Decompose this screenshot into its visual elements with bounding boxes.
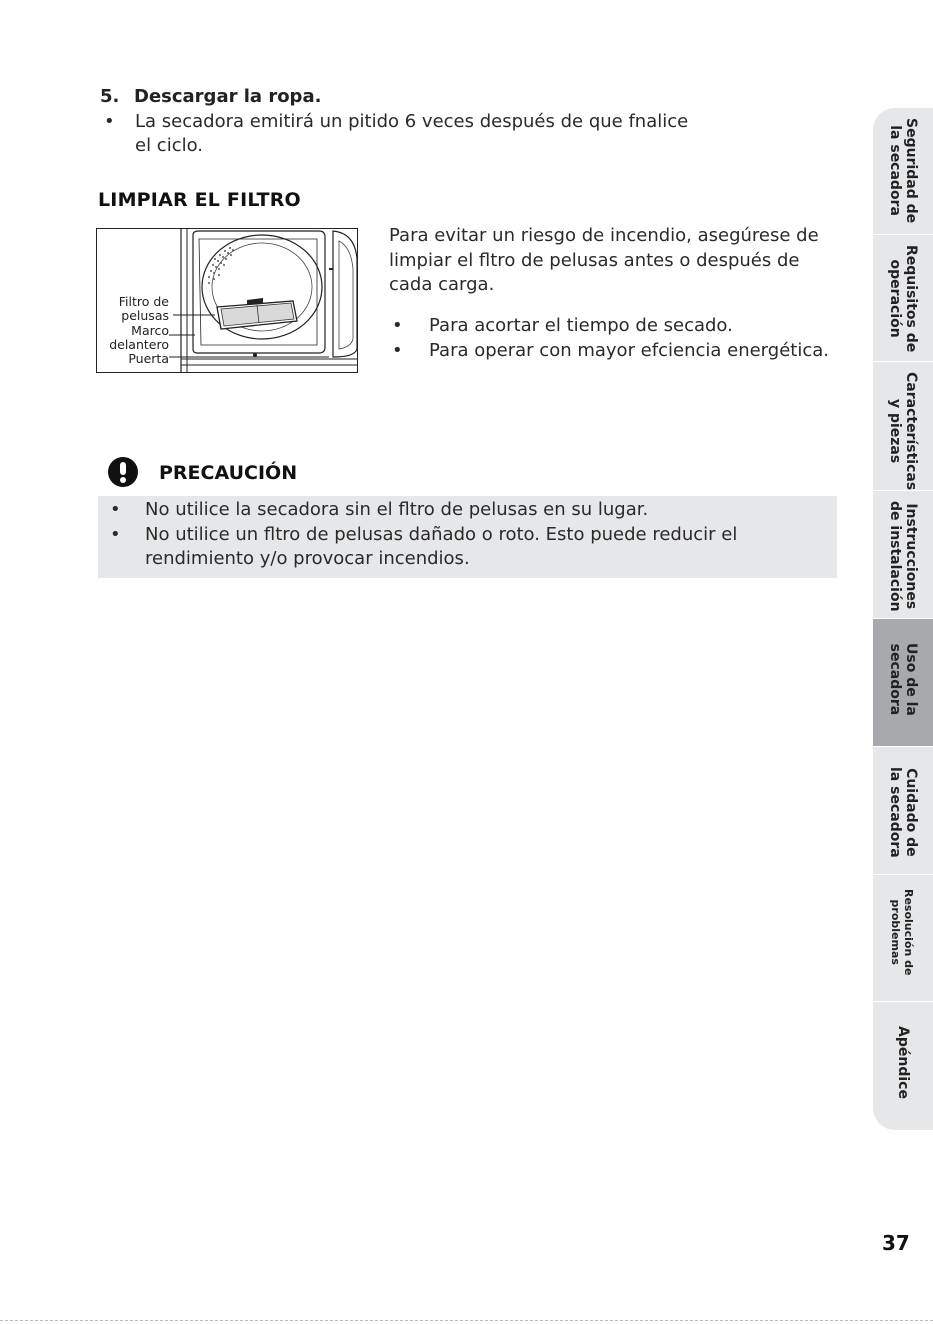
- bullet-icon: •: [392, 315, 403, 336]
- step-number: 5.: [100, 86, 120, 107]
- filter-intro-text: Para evitar un riesgo de incendio, asegúrese de limpiar el fltro de pelusas antes o después de cada carga.: [389, 225, 819, 295]
- step-title-text: Descargar la ropa.: [134, 86, 322, 107]
- bottom-divider: [0, 1320, 933, 1321]
- tab-label: Apéndice: [895, 1026, 911, 1099]
- tab-seguridad[interactable]: [873, 108, 933, 235]
- list-item: • No utilice la secadora sin el fltro de pelusas en su lugar.: [98, 498, 818, 523]
- tab-cuidado[interactable]: [873, 747, 933, 875]
- bullet-icon: •: [110, 499, 121, 520]
- figure-label-door: Puerta: [128, 351, 169, 366]
- bullet-icon: •: [104, 111, 115, 132]
- tab-apendice[interactable]: [873, 1002, 933, 1130]
- lint-filter-figure: [96, 228, 358, 373]
- tab-label: Características y piezas: [887, 372, 919, 491]
- tab-instalacion[interactable]: [873, 491, 933, 619]
- step-bullet: [104, 110, 704, 158]
- tab-label: Requisitos de operación: [887, 245, 919, 353]
- section-title: LIMPIAR EL FILTRO: [98, 189, 301, 211]
- list-item: • Para operar con mayor efciencia energética.: [389, 339, 829, 364]
- tab-caracteristicas[interactable]: [873, 362, 933, 491]
- tab-label: Uso de la secadora: [887, 643, 919, 716]
- step-title: [100, 86, 321, 107]
- page-number: 37: [882, 1231, 910, 1255]
- list-item: • Para acortar el tiempo de secado.: [389, 314, 829, 339]
- figure-label-filter: Filtro de pelusas: [118, 294, 169, 323]
- caution-list: [98, 498, 818, 572]
- tab-label: Resolución de problemas: [889, 889, 915, 976]
- bullet-icon: •: [392, 339, 403, 361]
- figure-label-front-frame: Marco delantero: [109, 323, 169, 352]
- tab-requisitos[interactable]: [873, 235, 933, 362]
- step-bullet-text: La secadora emitirá un pitido 6 veces después de que fnalice el ciclo.: [135, 111, 689, 156]
- bullet-icon: •: [110, 523, 121, 545]
- benefits-list: [389, 314, 829, 363]
- tab-uso[interactable]: [873, 619, 933, 747]
- tab-label: Seguridad de la secadora: [887, 118, 919, 224]
- caution-box: [98, 496, 837, 578]
- section-tabs: [873, 108, 933, 1130]
- tab-resolucion[interactable]: [873, 875, 933, 1002]
- list-item: • No utilice un fltro de pelusas dañado o roto. Esto puede reducir el rendimiento y/o provocar incendios.: [110, 523, 738, 569]
- caution-exclamation-icon: [108, 457, 138, 487]
- tab-label: Instrucciones de instalación: [887, 501, 919, 612]
- tab-label: Cuidado de la secadora: [887, 767, 919, 858]
- caution-title: PRECAUCIÓN: [159, 462, 298, 484]
